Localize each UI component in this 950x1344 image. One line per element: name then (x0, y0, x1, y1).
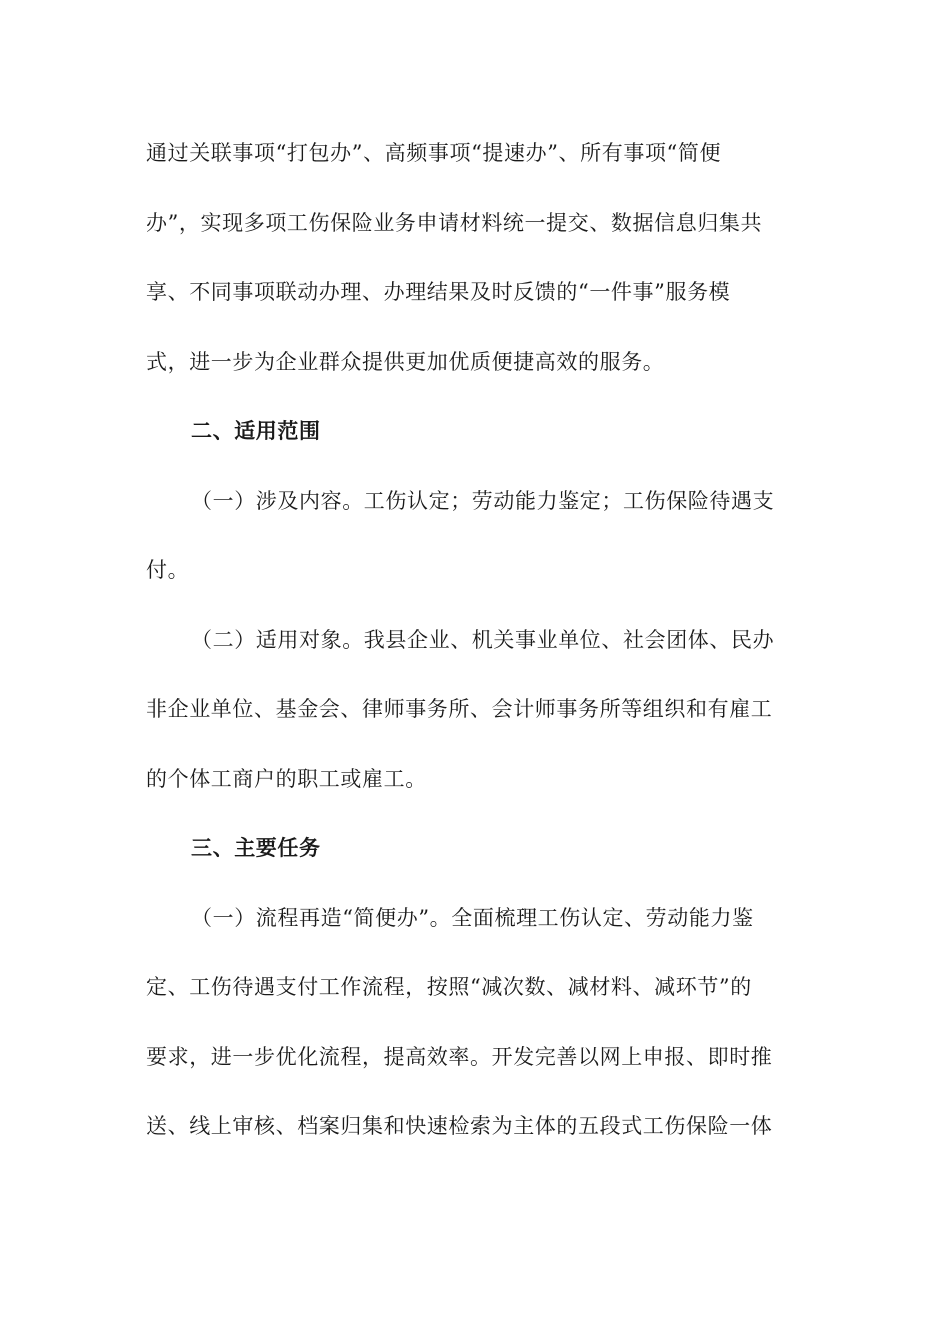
paragraph-line: 的个体工商户的职工或雇工。 (146, 766, 427, 791)
paragraph-line: 付。 (146, 558, 190, 582)
document-page (146, 132, 796, 1175)
paragraph-line: 非企业单位、基金会、律师事务所、会计师事务所等组织和有雇工 (146, 697, 773, 721)
paragraph-line: （一）涉及内容。工伤认定；劳动能力鉴定；工伤保险待遇支 (191, 488, 775, 513)
section-heading-tasks: 三、主要任务 (191, 836, 321, 860)
section-heading-scope: 二、适用范围 (191, 419, 321, 443)
paragraph-line: （一）流程再造“简便办”。全面梳理工伤认定、劳动能力鉴 (191, 905, 754, 930)
paragraph-line: 要求，进一步优化流程，提高效率。开发完善以网上申报、即时推 (146, 1044, 773, 1069)
paragraph-line: 通过关联事项“打包办”、高频事项“提速办”、所有事项“简便 (146, 141, 722, 165)
paragraph-line: 办”，实现多项工伤保险业务申请材料统一提交、数据信息归集共 (146, 210, 763, 235)
paragraph-line: 送、线上审核、档案归集和快速检索为主体的五段式工伤保险一体 (146, 1114, 773, 1138)
paragraph-line: （二）适用对象。我县企业、机关事业单位、社会团体、民办 (191, 627, 775, 652)
paragraph-line: 享、不同事项联动办理、办理结果及时反馈的“一件事”服务模 (146, 280, 731, 304)
paragraph-line: 式，进一步为企业群众提供更加优质便捷高效的服务。 (146, 349, 665, 374)
paragraph-line: 定、工伤待遇支付工作流程，按照“减次数、减材料、减环节”的 (146, 975, 752, 999)
